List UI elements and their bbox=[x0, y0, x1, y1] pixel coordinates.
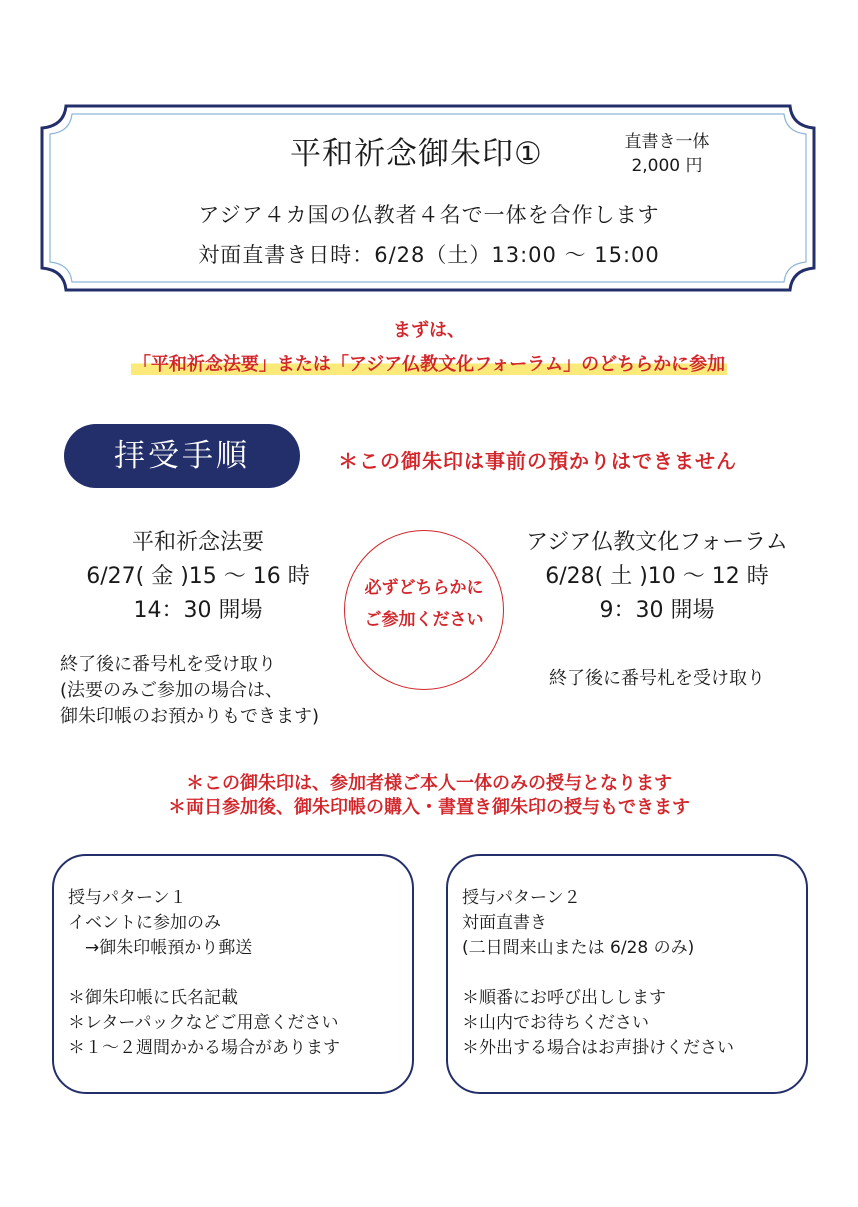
pattern-box-1 bbox=[52, 854, 414, 1094]
pattern-2-line: ＊外出する場合はお声掛けください bbox=[462, 1038, 734, 1058]
conditions-notes bbox=[0, 772, 858, 820]
left-after-line: 終了後に番号札を受け取り bbox=[60, 654, 276, 675]
no-deposit-note: ＊この御朱印は事前の預かりはできません bbox=[338, 449, 737, 473]
event-left-date: 6/27( 金 )15 〜 16 時 bbox=[86, 564, 310, 589]
description: アジア４カ国の仏教者４名で一体を合作します bbox=[198, 203, 660, 227]
pattern-1-line: イベントに参加のみ bbox=[68, 913, 221, 933]
pattern-2-line: ＊順番にお呼び出しします bbox=[462, 988, 666, 1008]
event-right-after: 終了後に番号札を受け取り bbox=[549, 668, 765, 689]
required-circle-text bbox=[344, 572, 504, 636]
pattern-1-line: ＊御朱印帳に氏名記載 bbox=[68, 988, 238, 1008]
event-left-name: 平和祈念法要 bbox=[131, 530, 264, 555]
price-value: 2,000 円 bbox=[631, 156, 703, 176]
pattern-2-line: 授与パターン２ bbox=[462, 888, 581, 908]
procedure-badge: 拝受手順 bbox=[64, 424, 300, 488]
price-label: 直書き一体 bbox=[624, 132, 710, 152]
pattern-1-line: ＊レターパックなどご用意ください bbox=[68, 1013, 339, 1033]
event-right-open: 9：30 開場 bbox=[599, 598, 715, 623]
pattern-1-line: ＊１〜２週間かかる場合があります bbox=[68, 1038, 340, 1058]
event-left-after bbox=[60, 652, 319, 730]
condition-note: ＊両日参加後、御朱印帳の購入・書置き御朱印の授与もできます bbox=[168, 797, 690, 818]
event-left-open: 14：30 開場 bbox=[133, 598, 263, 623]
pattern-2-line: (二日間来山または 6/28 のみ) bbox=[462, 938, 695, 958]
event-left bbox=[48, 526, 348, 628]
intro-first: まずは、 bbox=[393, 320, 465, 341]
condition-note: ＊この御朱印は、参加者様ご本人一体のみの授与となります bbox=[186, 773, 672, 794]
pattern-2-line: ＊山内でお待ちください bbox=[462, 1013, 649, 1033]
event-right-date: 6/28( 土 )10 〜 12 時 bbox=[545, 564, 769, 589]
pattern-1-line: →御朱印帳預かり郵送 bbox=[68, 938, 253, 958]
pattern-1-text bbox=[68, 886, 340, 1061]
pattern-2-line: 対面直書き bbox=[462, 913, 547, 933]
event-right-name: アジア仏教文化フォーラム bbox=[526, 530, 788, 555]
price-block bbox=[608, 130, 726, 178]
left-after-line: (法要のみご参加の場合は、 bbox=[60, 680, 284, 701]
pattern-2-line bbox=[462, 961, 734, 986]
left-after-line: 御朱印帳のお預かりもできます) bbox=[60, 706, 320, 727]
page-title: 平和祈念御朱印① bbox=[290, 136, 543, 172]
datetime: 対面直書き日時：6/28（土）13:00 〜 15:00 bbox=[198, 243, 660, 267]
pattern-box-2 bbox=[446, 854, 808, 1094]
circle-line-2: ご参加ください bbox=[364, 610, 484, 630]
intro-requirement: 「平和祈念法要」または「アジア仏教文化フォーラム」のどちらかに参加 bbox=[132, 354, 726, 375]
circle-line-1: 必ずどちらかに bbox=[364, 578, 484, 598]
event-right bbox=[498, 526, 816, 628]
intro-requirement-wrap bbox=[0, 350, 858, 376]
pattern-1-line: 授与パターン１ bbox=[68, 888, 187, 908]
pattern-2-text bbox=[462, 886, 734, 1061]
pattern-1-line bbox=[68, 961, 340, 986]
